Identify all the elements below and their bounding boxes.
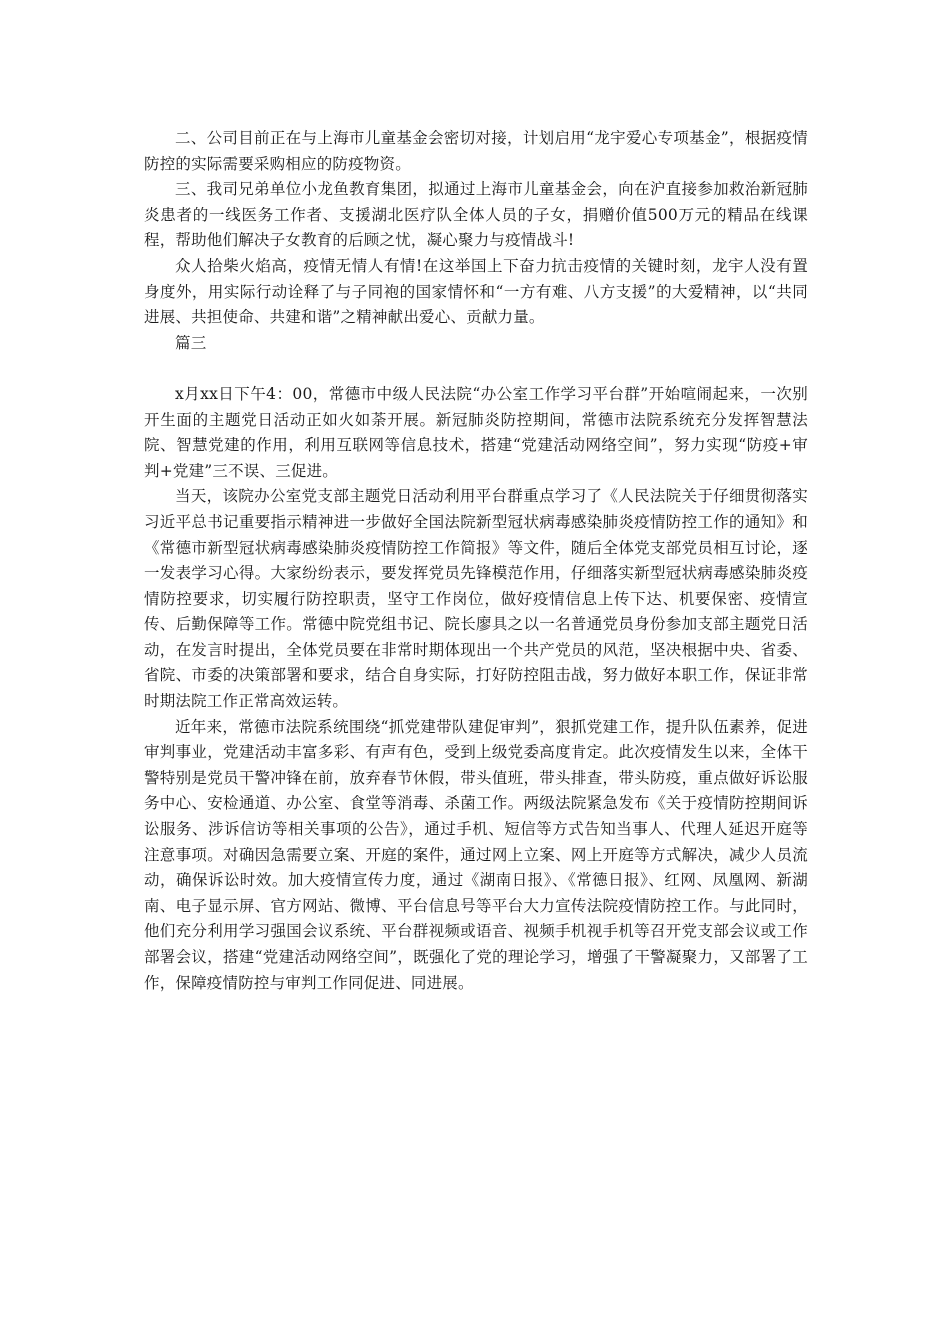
section-spacer [144,356,808,382]
paragraph-online-courses: 三、我司兄弟单位小龙鱼教育集团，拟通过上海市儿童基金会，向在沪直接参加救治新冠肺炎患者的一线医务工作者、支援湖北医疗队全体人员的子女，捐赠价值500万元的精品在线课程，帮助他们解决子女教育的后顾之忧，凝心聚力与疫情战斗! [144,180,808,250]
paragraph-company-fund: 二、公司目前正在与上海市儿童基金会密切对接，计划启用“龙宇爱心专项基金”，根据疫情防控的实际需要采购相应的防疫物资。 [144,129,808,173]
document-body [144,126,808,996]
paragraph-court-party-building: 近年来，常德市法院系统围绕“抓党建带队建促审判”，狠抓党建工作，提升队伍素养，促进审判事业，党建活动丰富多彩、有声有色，受到上级党委高度肯定。此次疫情发生以来，全体干警特别是党员干警冲锋在前，放弃春节休假，带头值班，带头排查，带头防疫，重点做好诉讼服务中心、安检通道、办公室、食堂等消毒、杀菌工作。两级法院紧急发布《关于疫情防控期间诉讼服务、涉诉信访等相关事项的公告》，通过手机、短信等方式告知当事人、代理人延迟开庭等注意事项。对确因急需要立案、开庭的案件，通过网上立案、网上开庭等方式解决，减少人员流动，确保诉讼时效。加大疫情宣传力度，通过《湖南日报》、《常德日报》、红网、凤凰网、新湖南、电子显示屏、官方网站、微博、平台信息号等平台大力宣传法院疫情防控工作。与此同时，他们充分利用学习强国会议系统、平台群视频或语音、视频手机视手机等召开党支部会议或工作部署会议，搭建“党建活动网络空间”，既强化了党的理论学习，增强了干警凝聚力，又部署了工作，保障疫情防控与审判工作同促进、同进展。 [144,717,808,992]
section-title: 篇三 [175,333,207,352]
paragraph-study-session: 当天，该院办公室党支部主题党日活动利用平台群重点学习了《人民法院关于仔细贯彻落实习近平总书记重要指示精神进一步做好全国法院新型冠状病毒感染肺炎疫情防控工作的通知》和《常德市新型冠状病毒感染肺炎疫情防控工作简报》等文件，随后全体党支部党员相互讨论，逐一发表学习心得。大家纷纷表示，要发挥党员先锋模范作用，仔细落实新型冠状病毒感染肺炎疫情防控要求，切实履行防控职责，坚守工作岗位，做好疫情信息上传下达、机要保密、疫情宣传、后勤保障等工作。常德中院党组书记、院长廖具之以一名普通党员身份参加支部主题党日活动，在发言时提出，全体党员要在非常时期体现出一个共产党员的风范，坚决根据中央、省委、省院、市委的决策部署和要求，结合自身实际，打好防控阻击战，努力做好本职工作，保证非常时期法院工作正常高效运转。 [144,487,808,711]
paragraph-closing-statement: 众人拾柴火焰高，疫情无情人有情!在这举国上下奋力抗击疫情的关键时刻，龙宇人没有置身度外，用实际行动诠释了与子同袍的国家情怀和“一方有难、八方支援”的大爱精神，以“共同进展、共担使命、共建和谐”之精神献出爱心、贡献力量。 [144,256,808,327]
paragraph-party-day-activity: x月xx日下午4：00，常德市中级人民法院“办公室工作学习平台群”开始喧闹起来，一次别开生面的主题党日活动正如火如荼开展。新冠肺炎防控期间，常德市法院系统充分发挥智慧法院、智慧党建的作用，利用互联网等信息技术，搭建“党建活动网络空间”，努力实现“防疫+审判+党建”三不误、三促进。 [144,384,808,480]
